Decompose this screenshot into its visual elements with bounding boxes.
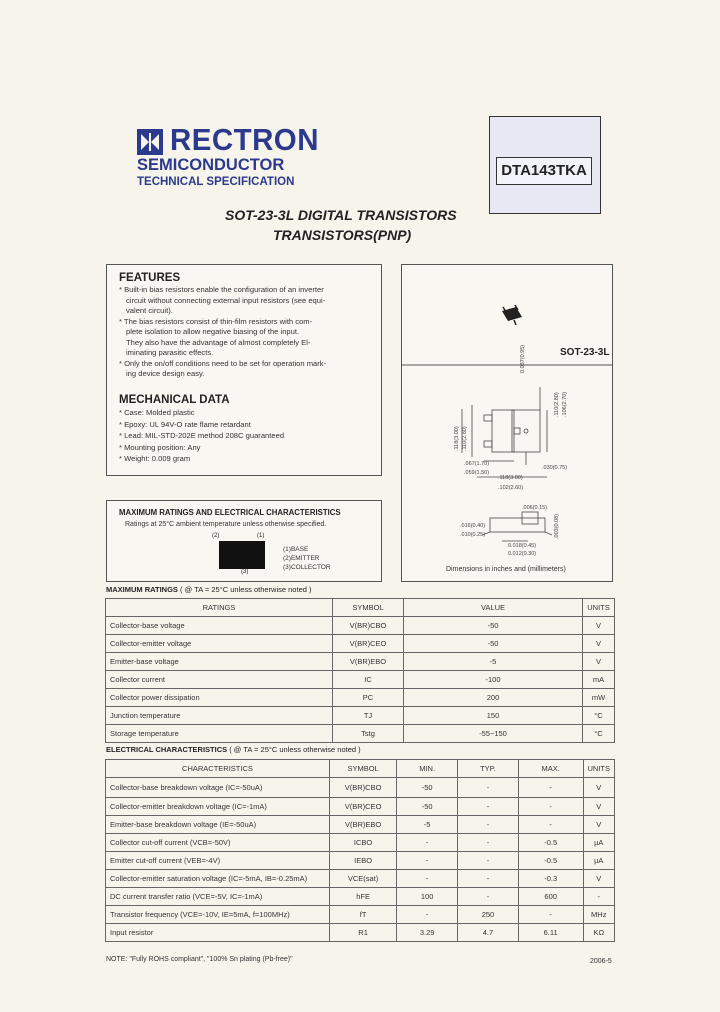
dim-label: .110(2.80) xyxy=(462,426,468,451)
table-row: Emitter-base voltage V(BR)EBO -5 V xyxy=(106,653,615,671)
table-row: Input resistor R1 3.29 4.7 6.11 KΩ xyxy=(106,924,615,942)
dim-label: 0.018(0.45) xyxy=(508,543,537,549)
feature-item: * Built-in bias resistors enable the configuration of an inverter circuit without connecting external input resistors (see equi- valent circuit). xyxy=(119,285,326,315)
features-list xyxy=(119,285,377,380)
dim-label: .067(1.70) xyxy=(464,461,490,467)
mechanical-item: * Weight: 0.009 gram xyxy=(119,454,191,463)
brand-subtitle: SEMICONDUCTOR xyxy=(137,156,285,174)
feature-item: * Only the on/off conditions need to be set for operation mark- ing device design easy. xyxy=(119,358,327,378)
dim-label: .102(2.60) xyxy=(498,485,524,491)
package-drawing xyxy=(402,265,612,581)
table-row: Collector-emitter breakdown voltage (IC=-1mA) V(BR)CEO -50 - - V xyxy=(106,798,615,816)
features-heading: FEATURES xyxy=(119,272,181,284)
pin-legend: (1)BASE (2)EMITTER (3)COLLECTOR xyxy=(283,546,331,571)
pin-label: (1) xyxy=(257,533,265,539)
rectron-logo-icon xyxy=(137,129,163,155)
dim-label: .059(1.50) xyxy=(464,470,490,476)
ratings-box xyxy=(106,500,382,582)
brand-name: RECTRON xyxy=(170,122,319,157)
mechanical-list xyxy=(119,407,377,465)
table-row: Collector-base breakdown voltage (IC=-50uA) V(BR)CBO -50 - - V xyxy=(106,778,615,798)
dim-label: .118(3.00) xyxy=(454,426,460,451)
dim-label: .010(0.25) xyxy=(460,532,486,538)
mechanical-item: * Case: Molded plastic xyxy=(119,408,195,417)
elec-char-table xyxy=(105,759,615,942)
footer-note: NOTE: "Fully ROHS compliant", "100% Sn plating (Pb-free)" xyxy=(106,956,293,963)
dim-label: .110(2.80) xyxy=(554,392,560,417)
package-image xyxy=(502,305,522,325)
pin-label: (2) xyxy=(212,533,220,539)
part-number: DTA143TKA xyxy=(496,157,592,185)
doc-title-line1: SOT-23-3L DIGITAL TRANSISTORS xyxy=(225,207,457,223)
table-row: Collector power dissipation PC 200 mW xyxy=(106,689,615,707)
package-box xyxy=(401,264,613,582)
package-side-view xyxy=(512,387,547,465)
table-row: Emitter-base breakdown voltage (IE=-50uA) V(BR)EBO -5 - - V xyxy=(106,816,615,834)
mechanical-heading: MECHANICAL DATA xyxy=(119,394,230,406)
spec-label: TECHNICAL SPECIFICATION xyxy=(137,176,295,188)
table-row: Collector-emitter saturation voltage (IC=-5mA, IB=-0.25mA) VCE(sat) - - -0.3 V xyxy=(106,870,615,888)
transistor-body-icon xyxy=(219,541,265,569)
features-box xyxy=(106,264,382,476)
elec-char-label: ELECTRICAL CHARACTERISTICS ( @ TA = 25°C unless otherwise noted ) xyxy=(106,745,361,754)
table-row: Collector cut-off current (VCB=-50V) ICBO - - -0.5 µA xyxy=(106,834,615,852)
table-header: RATINGS SYMBOL VALUE UNITS xyxy=(106,599,615,617)
dim-label: .016(0.40) xyxy=(460,523,486,529)
mechanical-item: * Epoxy: UL 94V-O rate flame retardant xyxy=(119,419,251,429)
table-row: Junction temperature TJ 150 °C xyxy=(106,707,615,725)
ratings-heading: MAXIMUM RATINGS AND ELECTRICAL CHARACTERISTICS xyxy=(119,508,341,517)
dim-label: 0.012(0.30) xyxy=(508,551,537,557)
package-name: SOT-23-3L xyxy=(560,347,610,358)
table-row: Transistor frequency (VCE=-10V, IE=5mA, f=100MHz) fT - 250 - MHz xyxy=(106,906,615,924)
feature-item: * The bias resistors consist of thin-film resistors with com- plete isolation to allow negative biasing of the input. They also have the advantage of almost completely El- iminating parasitic effects. xyxy=(119,316,313,357)
table-row: DC current transfer ratio (VCE=-5V, IC=-1mA) hFE 100 - 600 - xyxy=(106,888,615,906)
package-end-view xyxy=(482,512,552,541)
dim-label: .030(0.75) xyxy=(542,465,568,471)
table-row: Collector-base voltage V(BR)CBO -50 V xyxy=(106,617,615,635)
dimension-note: Dimensions in inches and (millimeters) xyxy=(446,566,566,573)
table-row: Collector current IC -100 mA xyxy=(106,671,615,689)
table-header: CHARACTERISTICS SYMBOL MIN. TYP. MAX. UNITS xyxy=(106,760,615,778)
table-row: Emitter cut-off current (VEB=-4V) IEBO - - -0.5 µA xyxy=(106,852,615,870)
ratings-note: Ratings at 25°C ambient temperature unless otherwise specified. xyxy=(125,521,327,528)
dim-label: 0.037(0.95) xyxy=(520,344,526,373)
max-ratings-table xyxy=(105,598,615,743)
max-ratings-label: MAXIMUM RATINGS ( @ TA = 25°C unless otherwise noted ) xyxy=(106,585,312,594)
mechanical-item: * Lead: MIL-STD-202E method 208C guaranteed xyxy=(119,431,285,440)
table-row: Collector-emitter voltage V(BR)CEO -50 V xyxy=(106,635,615,653)
dim-label: .118(3.00) xyxy=(498,475,523,481)
mechanical-item: * Mounting position: Any xyxy=(119,442,201,452)
dim-label: .003(0.08) xyxy=(554,513,560,539)
doc-title-line2: TRANSISTORS(PNP) xyxy=(273,227,412,243)
pin-label: (3) xyxy=(241,569,249,575)
table-row: Storage temperature Tstg -55~150 °C xyxy=(106,725,615,743)
doc-code: 2006-5 xyxy=(590,958,612,965)
part-number-box xyxy=(489,116,601,214)
dim-label: .106(2.70) xyxy=(562,391,568,417)
dim-label: .006(0.15) xyxy=(522,505,548,511)
